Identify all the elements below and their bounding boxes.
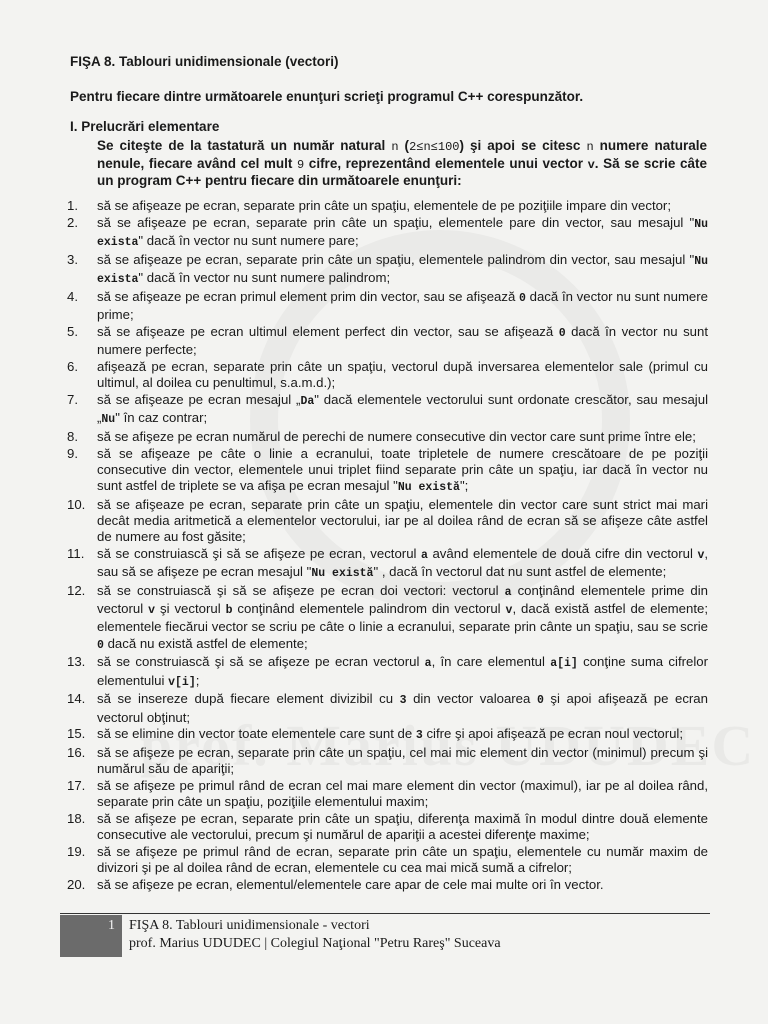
exercise-number: 20. [67, 877, 86, 893]
exercise-text: să se afişeze pe ecran, separate prin câte un spaţiu, diferenţa maximă în modul dintre două elemente consecutive ale vectorului, precum şi numărul de apariţii a acestei diferenţe maxime; [97, 811, 708, 843]
exercise-text: să se afişeaze pe ecran, separate prin câte un spaţiu, elementele pare din vector, sau mesajul " [97, 214, 695, 230]
exercise-text: să se afişeze pe ecran numărul de perechi de numere consecutive din vector care sunt prime între ele; [97, 428, 696, 444]
exercise-list [0, 198, 708, 894]
code-token: 3 [399, 694, 407, 708]
code-token: v [697, 549, 705, 562]
exercise-text: "; [459, 478, 469, 493]
exercise-item [0, 778, 708, 810]
exercise-item [0, 324, 708, 358]
code-token: Nu [101, 413, 116, 426]
exercise-text: să se elimine din vector toate elementele care sunt de [97, 726, 416, 742]
exercise-text: să se afişeaze pe ecran mesajul „ [97, 391, 301, 407]
exercise-text: " dacă elementele vectorului sunt ordonate crescător, sau mesajul „ [97, 391, 708, 425]
code-token: Nu există [397, 481, 460, 494]
exercise-item [0, 654, 708, 690]
exercise-item [0, 691, 708, 725]
exercise-text: să se afişeaze pe câte o linie a ecranului, toate tripletele de numere crescătoare de pe poziţii consecutive din vector, elementele unui triplet fiind separate prin câte un spaţiu, iar dacă în vector nu sunt astfel de triplete se va afişa pe ecran mesajul " [97, 445, 708, 493]
exercise-text: dacă în vector nu sunt numere perfecte; [97, 323, 709, 357]
exercise-text: " dacă în vector nu sunt numere pare; [138, 233, 359, 248]
exercise-text: să se afişeaze pe ecran, separate prin câte un spaţiu, elementele de pe poziţiile impare din vector; [97, 198, 671, 213]
footer-author: prof. Marius UDUDEC | Colegiul Naţional "Petru Rareş" Suceava [129, 935, 501, 951]
exercise-number: 11. [67, 546, 85, 561]
section-heading: I. Prelucrări elementare [70, 119, 220, 134]
footer-divider [60, 913, 710, 914]
exercise-number: 7. [67, 391, 78, 407]
exercise-number: 16. [67, 745, 86, 761]
code-token: Nu exista [97, 254, 708, 286]
exercise-text: dacă nu există astfel de elemente; [103, 635, 308, 651]
exercise-number: 15. [67, 726, 86, 742]
exercise-text: din vector valoarea [406, 691, 537, 707]
exercise-item [0, 429, 708, 445]
worksheet-instructions: Pentru fiecare dintre următoarele enunţuri scrieţi programul C++ corespunzător. [70, 89, 584, 104]
exercise-number: 10. [67, 496, 86, 512]
exercise-number: 6. [67, 358, 78, 374]
exercise-item [0, 252, 708, 288]
exercise-item [0, 811, 708, 843]
exercise-text: să se afişeze pe ecran, elementul/elementele care apar de cele mai multe ori în vector. [97, 877, 604, 893]
exercise-text: având elementele de două cifre din vectorul [427, 546, 698, 561]
exercise-number: 8. [67, 428, 78, 444]
exercise-text: să se construiască şi să se afişeze pe ecran doi vectori: vectorul [97, 583, 505, 598]
exercise-item [0, 446, 708, 497]
exercise-text: conţine suma cifrelor elementului [97, 654, 708, 688]
exercise-text: conţinând elementele prime din vectorul [97, 583, 708, 617]
code-token: a[i] [550, 657, 578, 671]
exercise-item [0, 745, 708, 777]
exercise-text: , în care elementul [431, 654, 551, 670]
exercise-text: să se insereze după fiecare element divizibil cu [97, 691, 400, 707]
exercise-number: 5. [67, 323, 78, 339]
exercise-item [0, 215, 708, 251]
exercise-text: să se afişeaze pe ecran, separate prin câte un spaţiu, elementele palindrom din vector, sau mesajul " [97, 251, 695, 267]
exercise-text: să se afişeaze pe ecran primul element prim din vector, sau se afişează [97, 288, 520, 304]
exercise-item [0, 289, 708, 323]
exercise-number: 3. [67, 251, 78, 267]
problem-statement: Se citeşte de la tastatură un număr natural n (2≤n≤100) şi apoi se citesc n numere naturale nenule, fiecare având cel mult 9 cifre, reprezentând elementele unui vector v. Să se scrie câte un program C++ pentru fiecare din următoarele enunţuri: [97, 138, 707, 188]
code-token: 0 [519, 291, 526, 305]
exercise-text: " , dacă în vectorul dat nu sunt astfel de elemente; [373, 564, 667, 580]
code-token: b [225, 604, 233, 618]
exercise-text: să se afişeaze pe ecran, separate prin câte un spaţiu, elementele din vector care sunt strict mai mari decât media aritmetică a elementelor vectorului, iar pe al doilea rând de ecran să se afişeze câte astfel de numere au fost găsite; [97, 496, 708, 545]
code-token: Da [300, 394, 315, 408]
exercise-item [0, 198, 708, 214]
exercise-text: şi vectorul [155, 601, 226, 617]
exercise-text: " dacă în vector nu sunt numere palindrom; [138, 270, 391, 285]
exercise-text: , dacă există astfel de elemente; elementele fiecărui vector se scriu pe câte o linie a ecranului, separate prin cânte un spaţiu, sau se scrie [97, 601, 708, 635]
exercise-item [0, 726, 708, 744]
exercise-text: " în caz contrar; [115, 410, 208, 425]
exercise-text: să se construiască şi să se afişeze pe ecran, vectorul [97, 546, 422, 561]
code-token: Nu exista [97, 217, 708, 249]
code-token: 3 [415, 729, 423, 743]
footer-text [129, 917, 501, 952]
exercise-text: să se afişeze pe primul rând de ecran cel mai mare element din vector (maximul), iar pe al doilea rând, separate prin câte un spaţiu, poziţiile elementului maxim; [97, 778, 708, 810]
exercise-item [0, 359, 708, 391]
exercise-text: să se construiască şi să se afişeze pe ecran vectorul [97, 654, 425, 670]
exercise-item [0, 877, 708, 893]
code-token: a [421, 549, 428, 562]
exercise-text: să se afişeze pe ecran, separate prin câte un spaţiu, cel mai mic element din vector (minimul) precum şi numărul său de apariţii; [97, 745, 708, 777]
exercise-text: să se afişeaze pe ecran ultimul element perfect din vector, sau se afişează [97, 323, 559, 339]
exercise-item [0, 583, 708, 654]
exercise-item [0, 546, 708, 582]
footer-title: FIŞA 8. Tablouri unidimensionale - vectori [129, 918, 370, 933]
code-token: 0 [536, 694, 544, 708]
code-token: a [424, 657, 432, 671]
exercise-number: 1. [67, 198, 78, 213]
exercise-item [0, 844, 708, 876]
exercise-text: să se afişeze pe primul rând de ecran, separate prin câte un spaţiu, elementele cu număr maxim de divizori şi pe al doilea rând de ecran, elementele cu cea mai mică sumă a cifrelor; [97, 844, 708, 876]
code-token: v [148, 604, 156, 618]
code-token: 0 [558, 326, 566, 340]
exercise-text: cifre şi apoi afişează pe ecran noul vectorul; [422, 726, 684, 742]
code-token: Nu există [311, 567, 374, 581]
exercise-number: 18. [67, 811, 86, 827]
exercise-number: 17. [67, 778, 86, 794]
exercise-text: ; [195, 672, 200, 688]
exercise-text: dacă în vector nu sunt numere prime; [97, 288, 708, 322]
exercise-text: şi apoi afişează pe ecran vectorul obţinut; [97, 691, 708, 725]
exercise-number: 14. [67, 691, 86, 707]
exercise-number: 12. [67, 583, 86, 598]
exercise-text: , sau să se afişeze pe ecran mesajul " [97, 546, 709, 580]
exercise-number: 19. [67, 844, 86, 860]
exercise-number: 13. [67, 654, 86, 670]
exercise-number: 4. [67, 288, 78, 304]
exercise-item [0, 497, 708, 546]
exercise-item [0, 392, 708, 428]
exercise-text: afişează pe ecran, separate prin câte un spaţiu, vectorul după inversarea elementelor sale (primul cu ultimul, al doilea cu penultimul, s.a.m.d.); [97, 358, 708, 390]
worksheet-title: FIŞA 8. Tablouri unidimensionale (vectori) [70, 54, 339, 69]
exercise-number: 2. [67, 214, 78, 230]
code-token: v [505, 604, 513, 618]
code-token: v[i] [168, 675, 196, 689]
code-token: 0 [97, 638, 104, 652]
page-number: 1 [108, 918, 115, 933]
exercise-number: 9. [67, 445, 78, 461]
exercise-text: conţinând elementele palindrom din vectorul [232, 601, 506, 617]
code-token: a [504, 586, 512, 599]
